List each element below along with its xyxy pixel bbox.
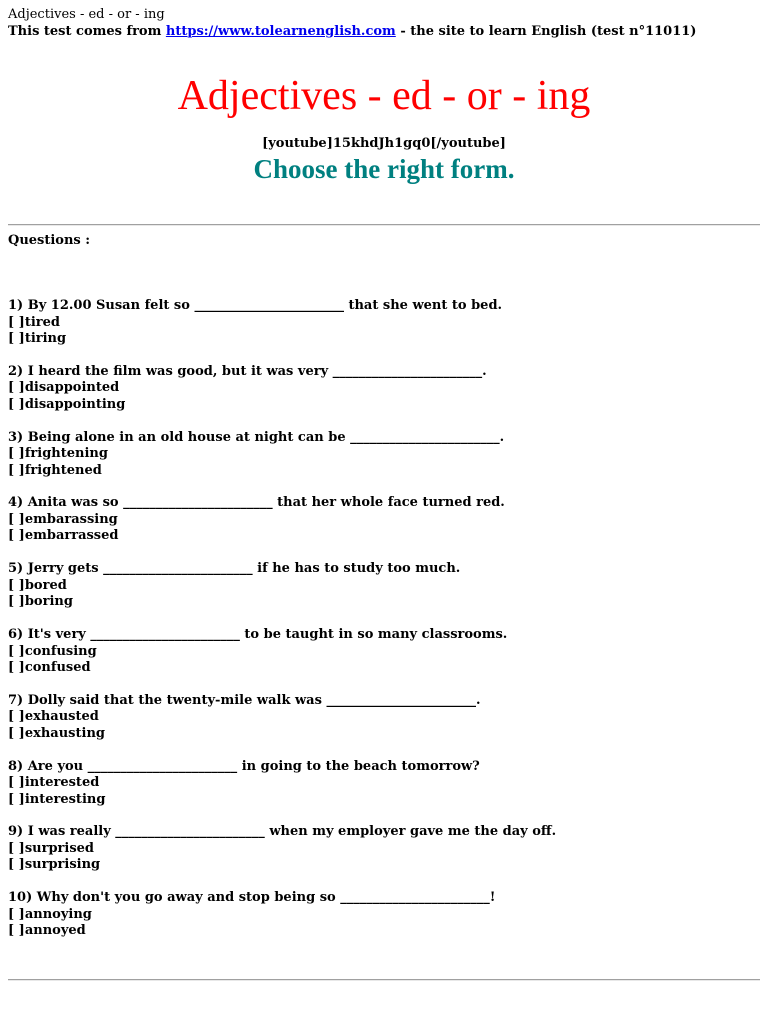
answer-blank: _______________________ (115, 824, 265, 840)
question-text (8, 824, 556, 841)
question-text-after: . (475, 692, 481, 708)
question-item (8, 890, 495, 940)
answer-option-checkbox[interactable]: [ ]tired (8, 314, 60, 330)
header-source-suffix: - the site to learn English (test n°11011) (395, 24, 697, 39)
answer-option-checkbox[interactable]: [ ]interested (8, 775, 100, 791)
header-test-title: Adjectives - ed - or - ing (8, 7, 165, 22)
question-text-after: that her whole face turned red. (272, 495, 505, 511)
question-text-after: ! (489, 890, 496, 906)
header-source-prefix: This test comes from (8, 24, 166, 39)
answer-option-checkbox[interactable]: [ ]embarassing (8, 511, 118, 527)
answer-option-checkbox[interactable]: [ ]interesting (8, 791, 106, 807)
question-text (8, 430, 504, 447)
bottom-divider (8, 979, 760, 981)
question-text-after: . (482, 363, 487, 379)
questions-label: Questions : (8, 233, 91, 248)
answer-option-checkbox[interactable]: [ ]disappointed (8, 380, 120, 396)
answer-option-checkbox[interactable]: [ ]frightened (8, 462, 102, 478)
answer-option-checkbox[interactable]: [ ]frightening (8, 446, 108, 462)
answer-option-checkbox[interactable]: [ ]tiring (8, 331, 67, 346)
question-item (8, 759, 480, 809)
answer-option-checkbox[interactable]: [ ]exhausting (8, 725, 105, 741)
question-item (8, 364, 487, 414)
answer-blank: _______________________ (103, 561, 253, 577)
answer-blank: _______________________ (123, 495, 273, 511)
question-text-before: 3) Being alone in an old house at night can be (8, 429, 351, 445)
question-text-before: 6) It's very (8, 627, 91, 642)
question-text-after: in going to the beach tomorrow? (237, 758, 480, 774)
question-text (8, 759, 480, 776)
question-text (8, 364, 487, 381)
question-text-after: if he has to study too much. (252, 561, 461, 577)
source-website-link[interactable]: https://www.tolearnenglish.com (165, 24, 396, 39)
answer-option-checkbox[interactable]: [ ]bored (8, 577, 67, 593)
question-text (8, 495, 505, 512)
answer-blank: _______________________ (87, 758, 238, 774)
answer-option-checkbox[interactable]: [ ]boring (8, 594, 73, 610)
question-item (8, 824, 556, 874)
question-text-after: to be taught in so many classrooms. (239, 627, 508, 642)
question-text-before: 5) Jerry gets (8, 561, 104, 577)
question-text-after: that she went to bed. (343, 298, 503, 313)
question-text-before: 1) By 12.00 Susan felt so (8, 298, 195, 313)
answer-option-checkbox[interactable]: [ ]annoying (8, 906, 92, 922)
question-text (8, 627, 507, 644)
answer-option-checkbox[interactable]: [ ]embarrassed (8, 528, 119, 544)
question-text-before: 7) Dolly said that the twenty-mile walk was (8, 692, 327, 708)
question-text (8, 298, 502, 315)
answer-option-checkbox[interactable]: [ ]surprised (8, 840, 95, 856)
answer-blank: _______________________ (340, 890, 490, 906)
answer-option-checkbox[interactable]: [ ]confused (8, 660, 91, 675)
top-divider (8, 224, 760, 226)
answer-blank: _______________________ (326, 692, 476, 708)
question-text (8, 890, 495, 907)
question-text-before: 4) Anita was so (8, 495, 124, 511)
question-text (8, 693, 480, 710)
question-text-before: 9) I was really (8, 824, 116, 840)
page-title: Adjectives - ed - or - ing (177, 73, 591, 119)
youtube-embed-tag: [youtube]15khdJh1gq0[/youtube] (262, 136, 506, 151)
question-text-after: . (499, 429, 505, 445)
answer-blank: _______________________ (332, 363, 483, 379)
question-text-before: 2) I heard the film was good, but it was very (8, 363, 333, 379)
question-item (8, 561, 460, 611)
question-text-before: 8) Are you (8, 758, 88, 774)
answer-option-checkbox[interactable]: [ ]confusing (8, 643, 97, 659)
answer-blank: _______________________ (350, 429, 500, 445)
question-item (8, 693, 480, 743)
answer-option-checkbox[interactable]: [ ]surprising (8, 857, 101, 873)
question-text-before: 10) Why don't you go away and stop being so (8, 890, 341, 906)
answer-blank: _______________________ (194, 298, 344, 313)
question-text (8, 561, 460, 578)
answer-option-checkbox[interactable]: [ ]exhausted (8, 709, 99, 725)
question-text-after: when my employer gave me the day off. (264, 824, 557, 840)
answer-option-checkbox[interactable]: [ ]disappointing (8, 396, 126, 412)
question-item (8, 627, 507, 677)
answer-option-checkbox[interactable]: [ ]annoyed (8, 923, 86, 939)
answer-blank: _______________________ (90, 627, 240, 642)
question-item (8, 495, 505, 545)
page-header (8, 6, 696, 40)
header-source-line (8, 23, 696, 40)
instruction-heading: Choose the right form. (253, 154, 515, 184)
question-item (8, 298, 502, 348)
question-item (8, 430, 504, 480)
